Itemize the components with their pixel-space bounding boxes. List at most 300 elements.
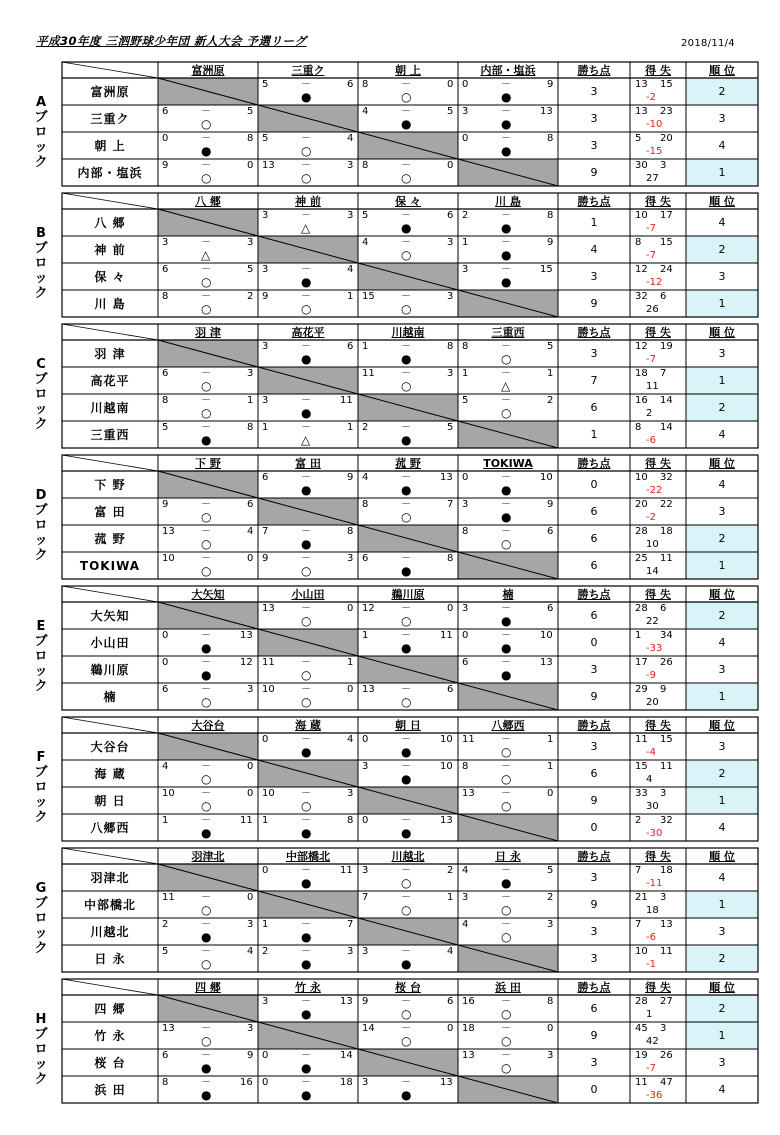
score-opp: 3	[247, 237, 254, 248]
team-name: 下 野	[94, 478, 126, 492]
block-letter: H	[35, 1011, 47, 1027]
goals-for: 10	[635, 946, 648, 957]
score-dash: －	[301, 657, 311, 668]
score-opp: 3	[347, 553, 354, 564]
score-own: 8	[162, 395, 169, 406]
score-opp: 4	[347, 264, 354, 275]
goal-difference: 10	[646, 539, 659, 550]
score-own: 7	[262, 526, 269, 537]
score-opp: 0	[447, 79, 454, 90]
score-dash: －	[501, 210, 511, 221]
result-mark-icon: ●	[201, 1061, 212, 1075]
column-header: 日 永	[495, 850, 521, 863]
score-own: 8	[362, 499, 369, 510]
score-dash: －	[401, 1023, 411, 1034]
score-dash: －	[201, 526, 211, 537]
column-header: 大谷台	[191, 719, 225, 732]
goals-for: 7	[635, 865, 642, 876]
goals-for: 12	[635, 264, 648, 275]
score-dash: －	[201, 395, 211, 406]
team-name: 富 田	[94, 505, 126, 519]
score-own: 0	[162, 630, 169, 641]
score-dash: －	[201, 657, 211, 668]
score-own: 14	[362, 1023, 375, 1034]
column-header: 羽津北	[191, 850, 225, 863]
goals-against: 14	[660, 395, 673, 406]
result-mark-icon: ○	[201, 379, 212, 393]
score-opp: 3	[447, 291, 454, 302]
team-name: 富洲原	[90, 85, 130, 99]
score-own: 6	[462, 657, 469, 668]
result-mark-icon: ●	[201, 1088, 212, 1102]
points-value: 0	[590, 821, 598, 834]
result-mark-icon: ○	[201, 537, 212, 551]
goal-difference: -6	[646, 932, 656, 943]
score-own: 8	[462, 341, 469, 352]
rank-header: 順 位	[709, 326, 735, 339]
points-value: 6	[590, 532, 598, 545]
block-label-char: ブ	[34, 895, 48, 911]
block-g	[34, 848, 762, 972]
result-mark-icon: ●	[201, 930, 212, 944]
score-own: 6	[362, 553, 369, 564]
goals-for: 15	[635, 761, 648, 772]
result-mark-icon: △	[201, 248, 211, 262]
score-opp: 1	[347, 422, 354, 433]
score-dash: －	[501, 79, 511, 90]
score-own: 8	[462, 761, 469, 772]
score-dash: －	[401, 946, 411, 957]
result-mark-icon: △	[301, 221, 311, 235]
result-mark-icon: ●	[501, 641, 512, 655]
rank-value: 3	[718, 505, 726, 518]
result-mark-icon: ●	[201, 668, 212, 682]
score-opp: 5	[447, 422, 454, 433]
goal-difference: 1	[646, 1009, 653, 1020]
goal-difference: 42	[646, 1036, 659, 1047]
score-dash: －	[501, 368, 511, 379]
team-name: 小山田	[90, 636, 130, 650]
score-own: 18	[462, 1023, 475, 1034]
goals-for: 1	[635, 630, 642, 641]
score-opp: 8	[547, 133, 554, 144]
score-own: 5	[262, 79, 269, 90]
block-label-char: ク	[34, 1071, 48, 1087]
score-opp: 8	[547, 210, 554, 221]
team-name: 大谷台	[90, 740, 130, 754]
column-header: 楠	[502, 588, 514, 601]
score-dash: －	[301, 865, 311, 876]
goals-against: 6	[660, 603, 667, 614]
goals-against: 15	[660, 734, 673, 745]
score-opp: 4	[347, 734, 354, 745]
score-opp: 11	[340, 395, 353, 406]
goal-difference: -7	[646, 223, 656, 234]
score-dash: －	[301, 553, 311, 564]
result-mark-icon: ○	[501, 903, 512, 917]
column-header: 八 郷	[195, 195, 221, 208]
score-opp: 4	[447, 946, 454, 957]
goals-against: 15	[660, 79, 673, 90]
points-value: 3	[590, 1056, 598, 1069]
goal-difference: 11	[646, 381, 659, 392]
score-own: 8	[362, 79, 369, 90]
result-mark-icon: ●	[301, 826, 312, 840]
block-label	[32, 78, 50, 186]
score-own: 10	[162, 553, 175, 564]
score-dash: －	[201, 815, 211, 826]
block-label-char: ブ	[34, 240, 48, 256]
result-mark-icon: ○	[201, 406, 212, 420]
score-opp: 6	[347, 79, 354, 90]
column-header: 海 蔵	[295, 719, 321, 732]
goal-difference: 26	[646, 304, 659, 315]
score-own: 6	[162, 368, 169, 379]
score-dash: －	[301, 996, 311, 1007]
score-opp: 0	[447, 603, 454, 614]
result-mark-icon: ○	[201, 957, 212, 971]
score-opp: 8	[347, 526, 354, 537]
score-dash: －	[501, 919, 511, 930]
score-dash: －	[501, 472, 511, 483]
result-mark-icon: ○	[401, 876, 412, 890]
score-own: 1	[262, 919, 269, 930]
rank-value: 4	[718, 139, 726, 152]
score-dash: －	[501, 1050, 511, 1061]
block-letter: E	[36, 618, 46, 634]
score-own: 0	[262, 734, 269, 745]
block-label	[32, 471, 50, 579]
score-opp: 0	[347, 603, 354, 614]
goals-against: 13	[660, 919, 673, 930]
goals-for: 13	[635, 106, 648, 117]
block-label	[32, 733, 50, 841]
date-label: 2018/11/4	[681, 38, 735, 49]
team-name: 三重ク	[90, 112, 130, 126]
result-mark-icon: ○	[301, 302, 312, 316]
score-opp: 8	[247, 133, 254, 144]
result-mark-icon: ○	[401, 695, 412, 709]
points-value: 4	[590, 243, 598, 256]
score-opp: 10	[440, 734, 453, 745]
score-dash: －	[501, 734, 511, 745]
score-opp: 12	[240, 657, 253, 668]
score-own: 3	[362, 946, 369, 957]
goals-for: 8	[635, 422, 642, 433]
score-opp: 4	[247, 526, 254, 537]
block-letter: A	[35, 94, 47, 110]
score-opp: 1	[447, 892, 454, 903]
score-dash: －	[401, 684, 411, 695]
points-value: 7	[590, 374, 598, 387]
column-header: 大矢知	[191, 588, 225, 601]
score-opp: 0	[247, 761, 254, 772]
score-own: 4	[362, 237, 369, 248]
score-dash: －	[201, 630, 211, 641]
goals-against: 27	[660, 996, 673, 1007]
score-dash: －	[301, 946, 311, 957]
score-dash: －	[401, 291, 411, 302]
block-label-char: ッ	[34, 1056, 48, 1072]
score-opp: 14	[340, 1050, 353, 1061]
score-opp: 9	[547, 499, 554, 510]
rank-value: 4	[718, 478, 726, 491]
result-mark-icon: ●	[301, 1088, 312, 1102]
score-dash: －	[201, 291, 211, 302]
score-opp: 5	[247, 264, 254, 275]
score-dash: －	[501, 106, 511, 117]
goals-against: 15	[660, 237, 673, 248]
goals-against: 26	[660, 1050, 673, 1061]
team-name: 保 々	[94, 270, 126, 284]
result-mark-icon: ○	[301, 799, 312, 813]
score-dash: －	[401, 815, 411, 826]
score-own: 13	[162, 1023, 175, 1034]
goals-for: 20	[635, 499, 648, 510]
result-mark-icon: ○	[501, 799, 512, 813]
goals-against: 20	[660, 133, 673, 144]
score-dash: －	[301, 1050, 311, 1061]
score-opp: 5	[547, 341, 554, 352]
score-opp: 1	[547, 368, 554, 379]
score-dash: －	[501, 761, 511, 772]
column-header: 富 田	[295, 457, 321, 470]
points-value: 6	[590, 559, 598, 572]
goals-header: 得 失	[645, 195, 671, 208]
score-dash: －	[401, 237, 411, 248]
result-mark-icon: ○	[201, 510, 212, 524]
column-header: 浜 田	[495, 981, 521, 994]
result-mark-icon: ●	[301, 537, 312, 551]
result-mark-icon: ○	[501, 745, 512, 759]
score-opp: 9	[247, 1050, 254, 1061]
rank-value: 1	[718, 166, 726, 179]
result-mark-icon: ○	[401, 90, 412, 104]
goals-header: 得 失	[645, 719, 671, 732]
rank-value: 2	[718, 243, 726, 256]
points-header: 勝ち点	[577, 195, 611, 208]
score-dash: －	[201, 133, 211, 144]
score-own: 2	[162, 919, 169, 930]
score-own: 1	[162, 815, 169, 826]
block-d	[34, 455, 762, 579]
goals-for: 5	[635, 133, 642, 144]
score-dash: －	[301, 734, 311, 745]
goals-for: 18	[635, 368, 648, 379]
team-name: 中部橋北	[83, 898, 136, 912]
points-value: 9	[590, 794, 598, 807]
goals-against: 11	[660, 553, 673, 564]
rank-value: 2	[718, 1002, 726, 1015]
score-own: 0	[362, 734, 369, 745]
score-own: 3	[162, 237, 169, 248]
score-dash: －	[201, 1077, 211, 1088]
goals-for: 8	[635, 237, 642, 248]
score-dash: －	[401, 892, 411, 903]
block-label-char: ロ	[34, 255, 48, 271]
goal-difference: -36	[646, 1090, 663, 1101]
rank-header: 順 位	[709, 195, 735, 208]
score-dash: －	[201, 946, 211, 957]
score-opp: 3	[547, 1050, 554, 1061]
result-mark-icon: ○	[201, 171, 212, 185]
result-mark-icon: ●	[401, 1088, 412, 1102]
block-b	[34, 193, 762, 317]
rank-value: 1	[718, 297, 726, 310]
points-value: 3	[590, 347, 598, 360]
result-mark-icon: ○	[301, 695, 312, 709]
result-mark-icon: ●	[501, 483, 512, 497]
score-opp: 3	[547, 919, 554, 930]
column-header: 川越北	[391, 850, 425, 863]
score-own: 3	[362, 1077, 369, 1088]
score-own: 4	[462, 919, 469, 930]
rank-value: 3	[718, 112, 726, 125]
result-mark-icon: ○	[401, 379, 412, 393]
goals-against: 32	[660, 472, 673, 483]
goals-for: 21	[635, 892, 648, 903]
goals-for: 13	[635, 79, 648, 90]
result-mark-icon: ●	[501, 510, 512, 524]
rank-value: 3	[718, 1056, 726, 1069]
rank-value: 2	[718, 767, 726, 780]
block-label-char: ク	[34, 547, 48, 563]
score-opp: 3	[347, 788, 354, 799]
result-mark-icon: ●	[401, 564, 412, 578]
goals-against: 18	[660, 526, 673, 537]
score-opp: 6	[547, 526, 554, 537]
score-own: 3	[462, 106, 469, 117]
block-letter: C	[36, 356, 46, 372]
goals-for: 12	[635, 341, 648, 352]
goal-difference: -2	[646, 92, 656, 103]
team-name: 菰 野	[94, 532, 126, 546]
score-opp: 6	[447, 996, 454, 1007]
points-value: 3	[590, 112, 598, 125]
score-dash: －	[201, 788, 211, 799]
column-header: 中部橋北	[286, 850, 330, 863]
rank-value: 3	[718, 740, 726, 753]
score-opp: 13	[440, 815, 453, 826]
score-own: 1	[362, 341, 369, 352]
column-header: 高花平	[291, 326, 325, 339]
goal-difference: 20	[646, 697, 659, 708]
block-label-char: ッ	[34, 401, 48, 417]
goal-difference: 14	[646, 566, 659, 577]
result-mark-icon: ○	[401, 510, 412, 524]
score-opp: 0	[447, 1023, 454, 1034]
block-label-char: ブ	[34, 502, 48, 518]
score-dash: －	[401, 341, 411, 352]
score-dash: －	[501, 865, 511, 876]
block-label-char: ッ	[34, 925, 48, 941]
score-own: 11	[262, 657, 275, 668]
result-mark-icon: ●	[201, 433, 212, 447]
score-own: 10	[262, 788, 275, 799]
score-opp: 5	[547, 865, 554, 876]
score-dash: －	[301, 603, 311, 614]
goals-for: 28	[635, 996, 648, 1007]
score-opp: 11	[440, 630, 453, 641]
score-own: 1	[262, 815, 269, 826]
points-value: 1	[590, 216, 598, 229]
block-label-char: ク	[34, 809, 48, 825]
block-label-char: ク	[34, 285, 48, 301]
column-header: 羽 津	[195, 326, 221, 339]
goal-difference: -12	[646, 277, 663, 288]
score-opp: 0	[447, 160, 454, 171]
score-opp: 4	[347, 133, 354, 144]
goals-against: 22	[660, 499, 673, 510]
team-name: 川越南	[90, 401, 130, 415]
goals-against: 34	[660, 630, 673, 641]
rank-value: 3	[718, 270, 726, 283]
points-header: 勝ち点	[577, 64, 611, 77]
score-opp: 1	[347, 291, 354, 302]
score-dash: －	[301, 133, 311, 144]
block-label-char: ロ	[34, 517, 48, 533]
result-mark-icon: ●	[401, 745, 412, 759]
block-label-char: ク	[34, 154, 48, 170]
score-own: 5	[362, 210, 369, 221]
score-own: 5	[262, 133, 269, 144]
score-own: 0	[362, 815, 369, 826]
score-dash: －	[401, 761, 411, 772]
points-value: 9	[590, 166, 598, 179]
rank-value: 1	[718, 794, 726, 807]
score-opp: 13	[240, 630, 253, 641]
score-dash: －	[401, 630, 411, 641]
score-own: 0	[162, 657, 169, 668]
team-name: 楠	[103, 690, 117, 704]
score-dash: －	[401, 472, 411, 483]
score-opp: 3	[247, 919, 254, 930]
score-dash: －	[301, 422, 311, 433]
score-opp: 6	[547, 603, 554, 614]
team-name: 大矢知	[90, 609, 130, 623]
rank-header: 順 位	[709, 457, 735, 470]
goals-for: 11	[635, 1077, 648, 1088]
goal-difference: -2	[646, 512, 656, 523]
result-mark-icon: ○	[201, 117, 212, 131]
goal-difference: 2	[646, 408, 653, 419]
block-label-char: ブ	[34, 764, 48, 780]
goals-header: 得 失	[645, 457, 671, 470]
goals-for: 28	[635, 603, 648, 614]
score-own: 13	[262, 160, 275, 171]
score-own: 8	[162, 291, 169, 302]
score-dash: －	[201, 422, 211, 433]
result-mark-icon: ○	[301, 171, 312, 185]
team-name: TOKIWA	[79, 558, 141, 573]
rank-header: 順 位	[709, 719, 735, 732]
score-own: 1	[262, 422, 269, 433]
block-e	[34, 586, 762, 710]
result-mark-icon: ○	[501, 930, 512, 944]
score-own: 7	[362, 892, 369, 903]
block-label-char: ク	[34, 940, 48, 956]
score-own: 11	[362, 368, 375, 379]
result-mark-icon: ○	[501, 1061, 512, 1075]
score-own: 2	[262, 946, 269, 957]
rank-value: 3	[718, 663, 726, 676]
rank-value: 4	[718, 636, 726, 649]
score-own: 13	[162, 526, 175, 537]
team-name: 羽 津	[94, 347, 126, 361]
score-own: 9	[162, 160, 169, 171]
result-mark-icon: ●	[301, 930, 312, 944]
score-own: 0	[162, 133, 169, 144]
